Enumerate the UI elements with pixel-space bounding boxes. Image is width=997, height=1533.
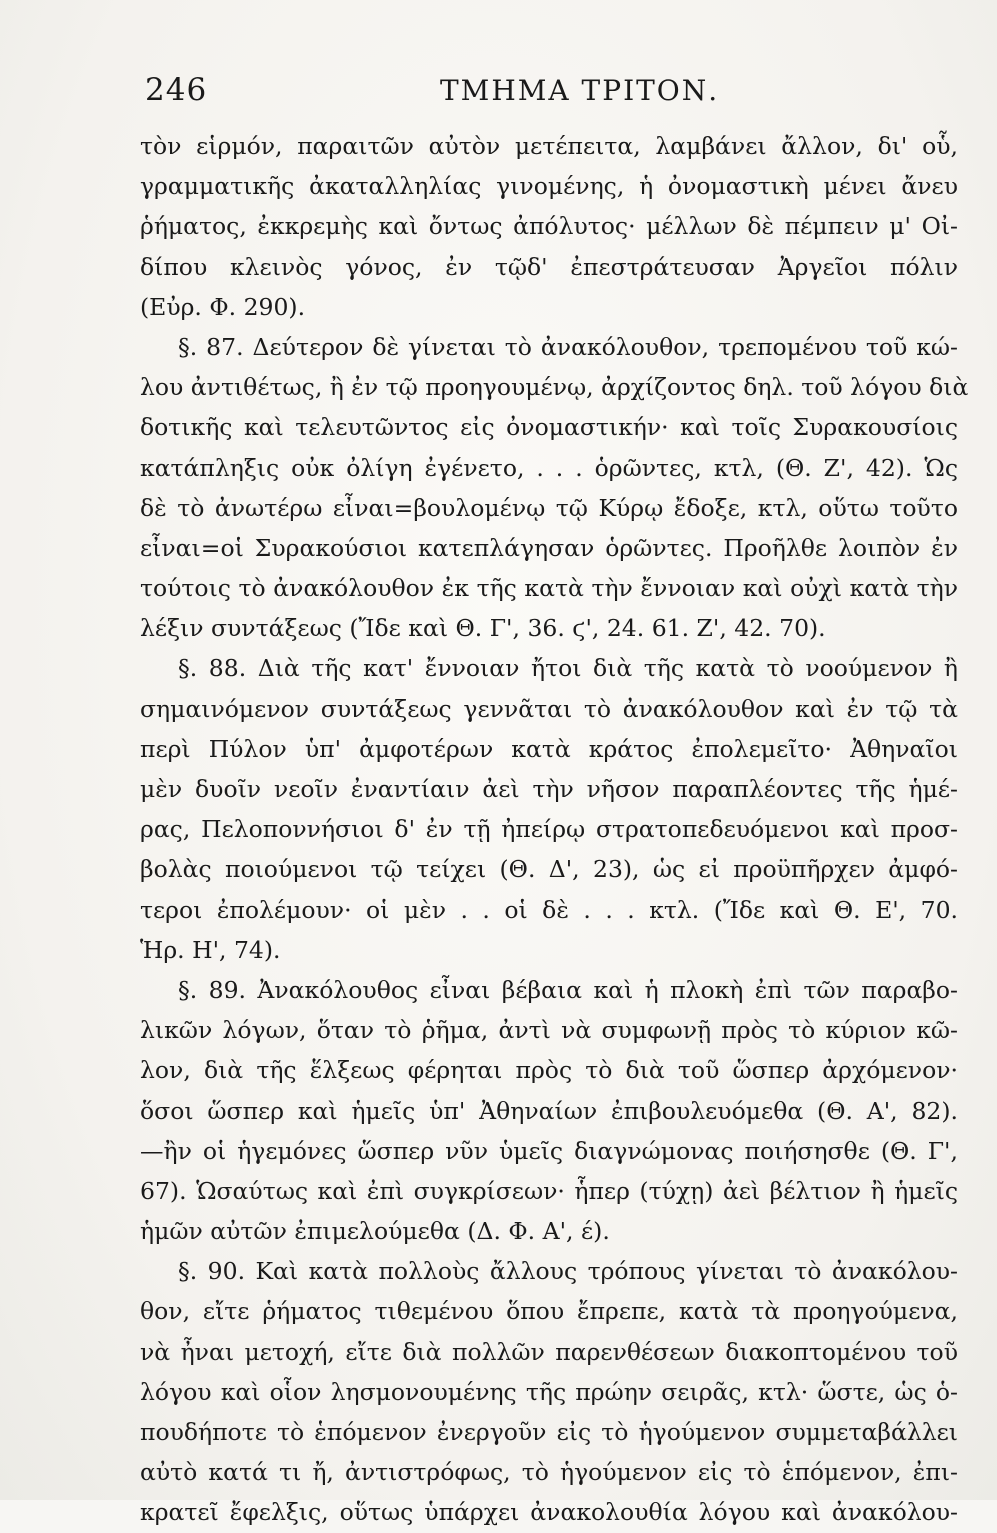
section-90-heading-line: §. 90. Καὶ κατὰ πολλοὺς ἄλλους τρόπους γίνεται τὸ ἀνακόλου- [178,1257,958,1286]
text-line: τεροι ἐπολέμουν· οἱ μὲν . . οἱ δὲ . . . κτλ. (Ἴδε καὶ Θ. Ε', 70. [140,895,958,924]
text-line: ὅσοι ὥσπερ καὶ ἡμεῖς ὑπ' Ἀθηναίων ἐπιβουλευόμεθα (Θ. Α', 82). [140,1096,958,1125]
text-line: τὸν εἱρμόν, παραιτῶν αὐτὸν μετέπειτα, λαμβάνει ἄλλον, δι' οὗ, [140,132,958,160]
text-line: λέξιν συντάξεως (Ἴδε καὶ Θ. Γ', 36. ϛ', 24. 61. Ζ', 42. 70). [140,614,826,643]
text-line: περὶ Πύλον ὑπ' ἀμφοτέρων κατὰ κράτος ἐπολεμεῖτο· Ἀθηναῖοι [140,734,958,763]
running-title: ΤΜΗΜΑ ΤΡΙΤΟΝ. [440,74,720,107]
text-line: δοτικῆς καὶ τελευτῶντος εἰς ὀνομαστικήν· καὶ τοῖς Συρακουσίοις [140,413,958,442]
text-line: αὐτὸ κατά τι ἤ, ἀντιστρόφως, τὸ ἡγούμενον εἰς τὸ ἑπόμενον, ἐπι- [140,1458,958,1487]
text-line: λόγου καὶ οἷον λησμονουμένης τῆς πρώην σειρᾶς, κτλ· ὥστε, ὡς ὁ- [140,1377,958,1406]
text-line: δίπου κλεινὸς γόνος, ἐν τῷδ' ἐπεστράτευσαν Ἀργεῖοι πόλιν [140,252,958,281]
text-line: ῥήματος, ἐκκρεμὴς καὶ ὄντως ἀπόλυτος· μέλλων δὲ πέμπειν μ' Οἰ- [140,212,958,241]
text-line: βολὰς ποιούμενοι τῷ τείχει (Θ. Δ', 23), ὡς εἰ προϋπῆρχεν ἀμφό- [140,855,958,884]
text-line: νὰ ἦναι μετοχή, εἴτε διὰ πολλῶν παρενθέσεων διακοπτομένου τοῦ [140,1337,958,1366]
text-line: πουδήποτε τὸ ἑπόμενον ἐνεργοῦν εἰς τὸ ἡγούμενον συμμεταβάλλει [140,1418,958,1446]
text-line: Ἡρ. Η', 74). [140,935,281,964]
running-head [145,72,955,112]
text-line: λου ἀντιθέτως, ἢ ἐν τῷ προηγουμένῳ, ἀρχίζοντος δηλ. τοῦ λόγου διὰ [140,373,969,402]
section-89-heading-line: §. 89. Ἀνακόλουθος εἶναι βέβαια καὶ ἡ πλοκὴ ἐπὶ τῶν παραβο- [178,975,958,1004]
text-line: δὲ τὸ ἀνωτέρω εἶναι=βουλομένῳ τῷ Κύρῳ ἔδοξε, κτλ, οὕτω τοῦτο [140,493,958,522]
text-line: γραμματικῆς ἀκαταλληλίας γινομένης, ἡ ὀνομαστικὴ μένει ἄνευ [140,172,958,201]
page-number: 246 [145,72,208,108]
text-line: μὲν δυοῖν νεοῖν ἐναντίαιν ἀεὶ τὴν νῆσον παραπλέοντες τῆς ἡμέ- [140,775,958,803]
text-line: (Εὐρ. Φ. 290). [140,292,306,321]
text-line: εἶναι=οἱ Συρακούσιοι κατεπλάγησαν ὁρῶντες. Προῆλθε λοιπὸν ἐν [140,533,958,562]
text-line: θον, εἴτε ῥήματος τιθεμένου ὅπου ἔπρεπε, κατὰ τὰ προηγούμενα, [140,1297,958,1326]
text-line: ρας, Πελοποννήσιοι δ' ἐν τῇ ἠπείρῳ στρατοπεδευόμενοι καὶ προσ- [140,815,958,844]
body-text [140,126,969,1533]
text-line: κατάπληξις οὐκ ὀλίγη ἐγένετο, . . . ὁρῶντες, κτλ, (Θ. Ζ', 42). Ὡς [140,453,958,482]
text-line: κρατεῖ ἔφελξις, οὕτως ὑπάρχει ἀνακολουθία λόγου καὶ ἀνακόλου- [140,1498,958,1527]
section-87-heading-line: §. 87. Δεύτερον δὲ γίνεται τὸ ἀνακόλουθον, τρεπομένου τοῦ κώ- [178,332,958,361]
text-line: —ἢν οἱ ἡγεμόνες ὥσπερ νῦν ὑμεῖς διαγνώμονας ποιήσησθε (Θ. Γ', [140,1136,958,1165]
text-line: σημαινόμενον συντάξεως γεννᾶται τὸ ἀνακόλουθον καὶ ἐν τῷ τὰ [140,694,958,723]
section-88-heading-line: §. 88. Διὰ τῆς κατ' ἔννοιαν ἤτοι διὰ τῆς κατὰ τὸ νοούμενον ἢ [178,654,958,683]
text-line: ἡμῶν αὐτῶν ἐπιμελούμεθα (Δ. Φ. Α', έ). [140,1217,610,1246]
text-line: τούτοις τὸ ἀνακόλουθον ἐκ τῆς κατὰ τὴν ἔννοιαν καὶ οὐχὶ κατὰ τὴν [140,574,958,603]
text-line: 67). Ὡσαύτως καὶ ἐπὶ συγκρίσεων· ἧπερ (τύχῃ) ἀεὶ βέλτιον ἢ ἡμεῖς [140,1176,958,1205]
text-line: λικῶν λόγων, ὅταν τὸ ῥῆμα, ἀντὶ νὰ συμφωνῇ πρὸς τὸ κύριον κῶ- [140,1016,958,1045]
text-line: λον, διὰ τῆς ἕλξεως φέρηται πρὸς τὸ διὰ τοῦ ὥσπερ ἀρχόμενον· [140,1056,958,1085]
